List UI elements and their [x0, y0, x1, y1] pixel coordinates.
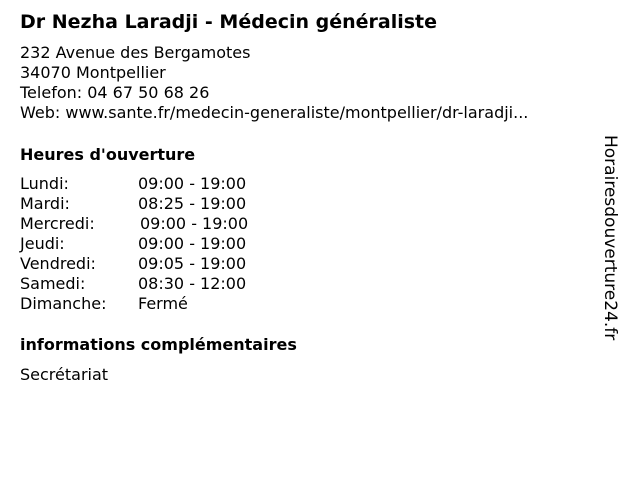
- address-block: [20, 43, 528, 123]
- hours-time: 09:00 - 19:00: [140, 214, 249, 233]
- hours-time: 09:00 - 19:00: [138, 174, 247, 193]
- hours-day: Vendredi:: [20, 254, 96, 273]
- hours-day: Dimanche:: [20, 294, 107, 313]
- address-city: 34070 Montpellier: [20, 63, 166, 82]
- hours-time: 09:05 - 19:00: [138, 254, 247, 273]
- hours-day: Lundi:: [20, 174, 69, 193]
- hours-time: 08:30 - 12:00: [138, 274, 247, 293]
- hours-day: Samedi:: [20, 274, 86, 293]
- hours-day: Mardi:: [20, 194, 70, 213]
- hours-time: 08:25 - 19:00: [138, 194, 247, 213]
- hours-day: Mercredi:: [20, 214, 95, 233]
- phone-number: Telefon: 04 67 50 68 26: [20, 83, 210, 102]
- address-street: 232 Avenue des Bergamotes: [20, 43, 251, 62]
- hours-time: 09:00 - 19:00: [138, 234, 247, 253]
- hours-heading: Heures d'ouverture: [20, 145, 196, 164]
- site-watermark: Horairesdouverture24.fr: [600, 135, 620, 341]
- page-title: Dr Nezha Laradji - Médecin généraliste: [20, 11, 438, 33]
- extra-info-text: Secrétariat: [20, 365, 109, 384]
- extra-info-heading: informations complémentaires: [20, 335, 297, 354]
- hours-time: Fermé: [138, 294, 188, 313]
- website-link[interactable]: Web: www.sante.fr/medecin-generaliste/montpellier/dr-laradji...: [20, 103, 529, 122]
- hours-day: Jeudi:: [20, 234, 65, 253]
